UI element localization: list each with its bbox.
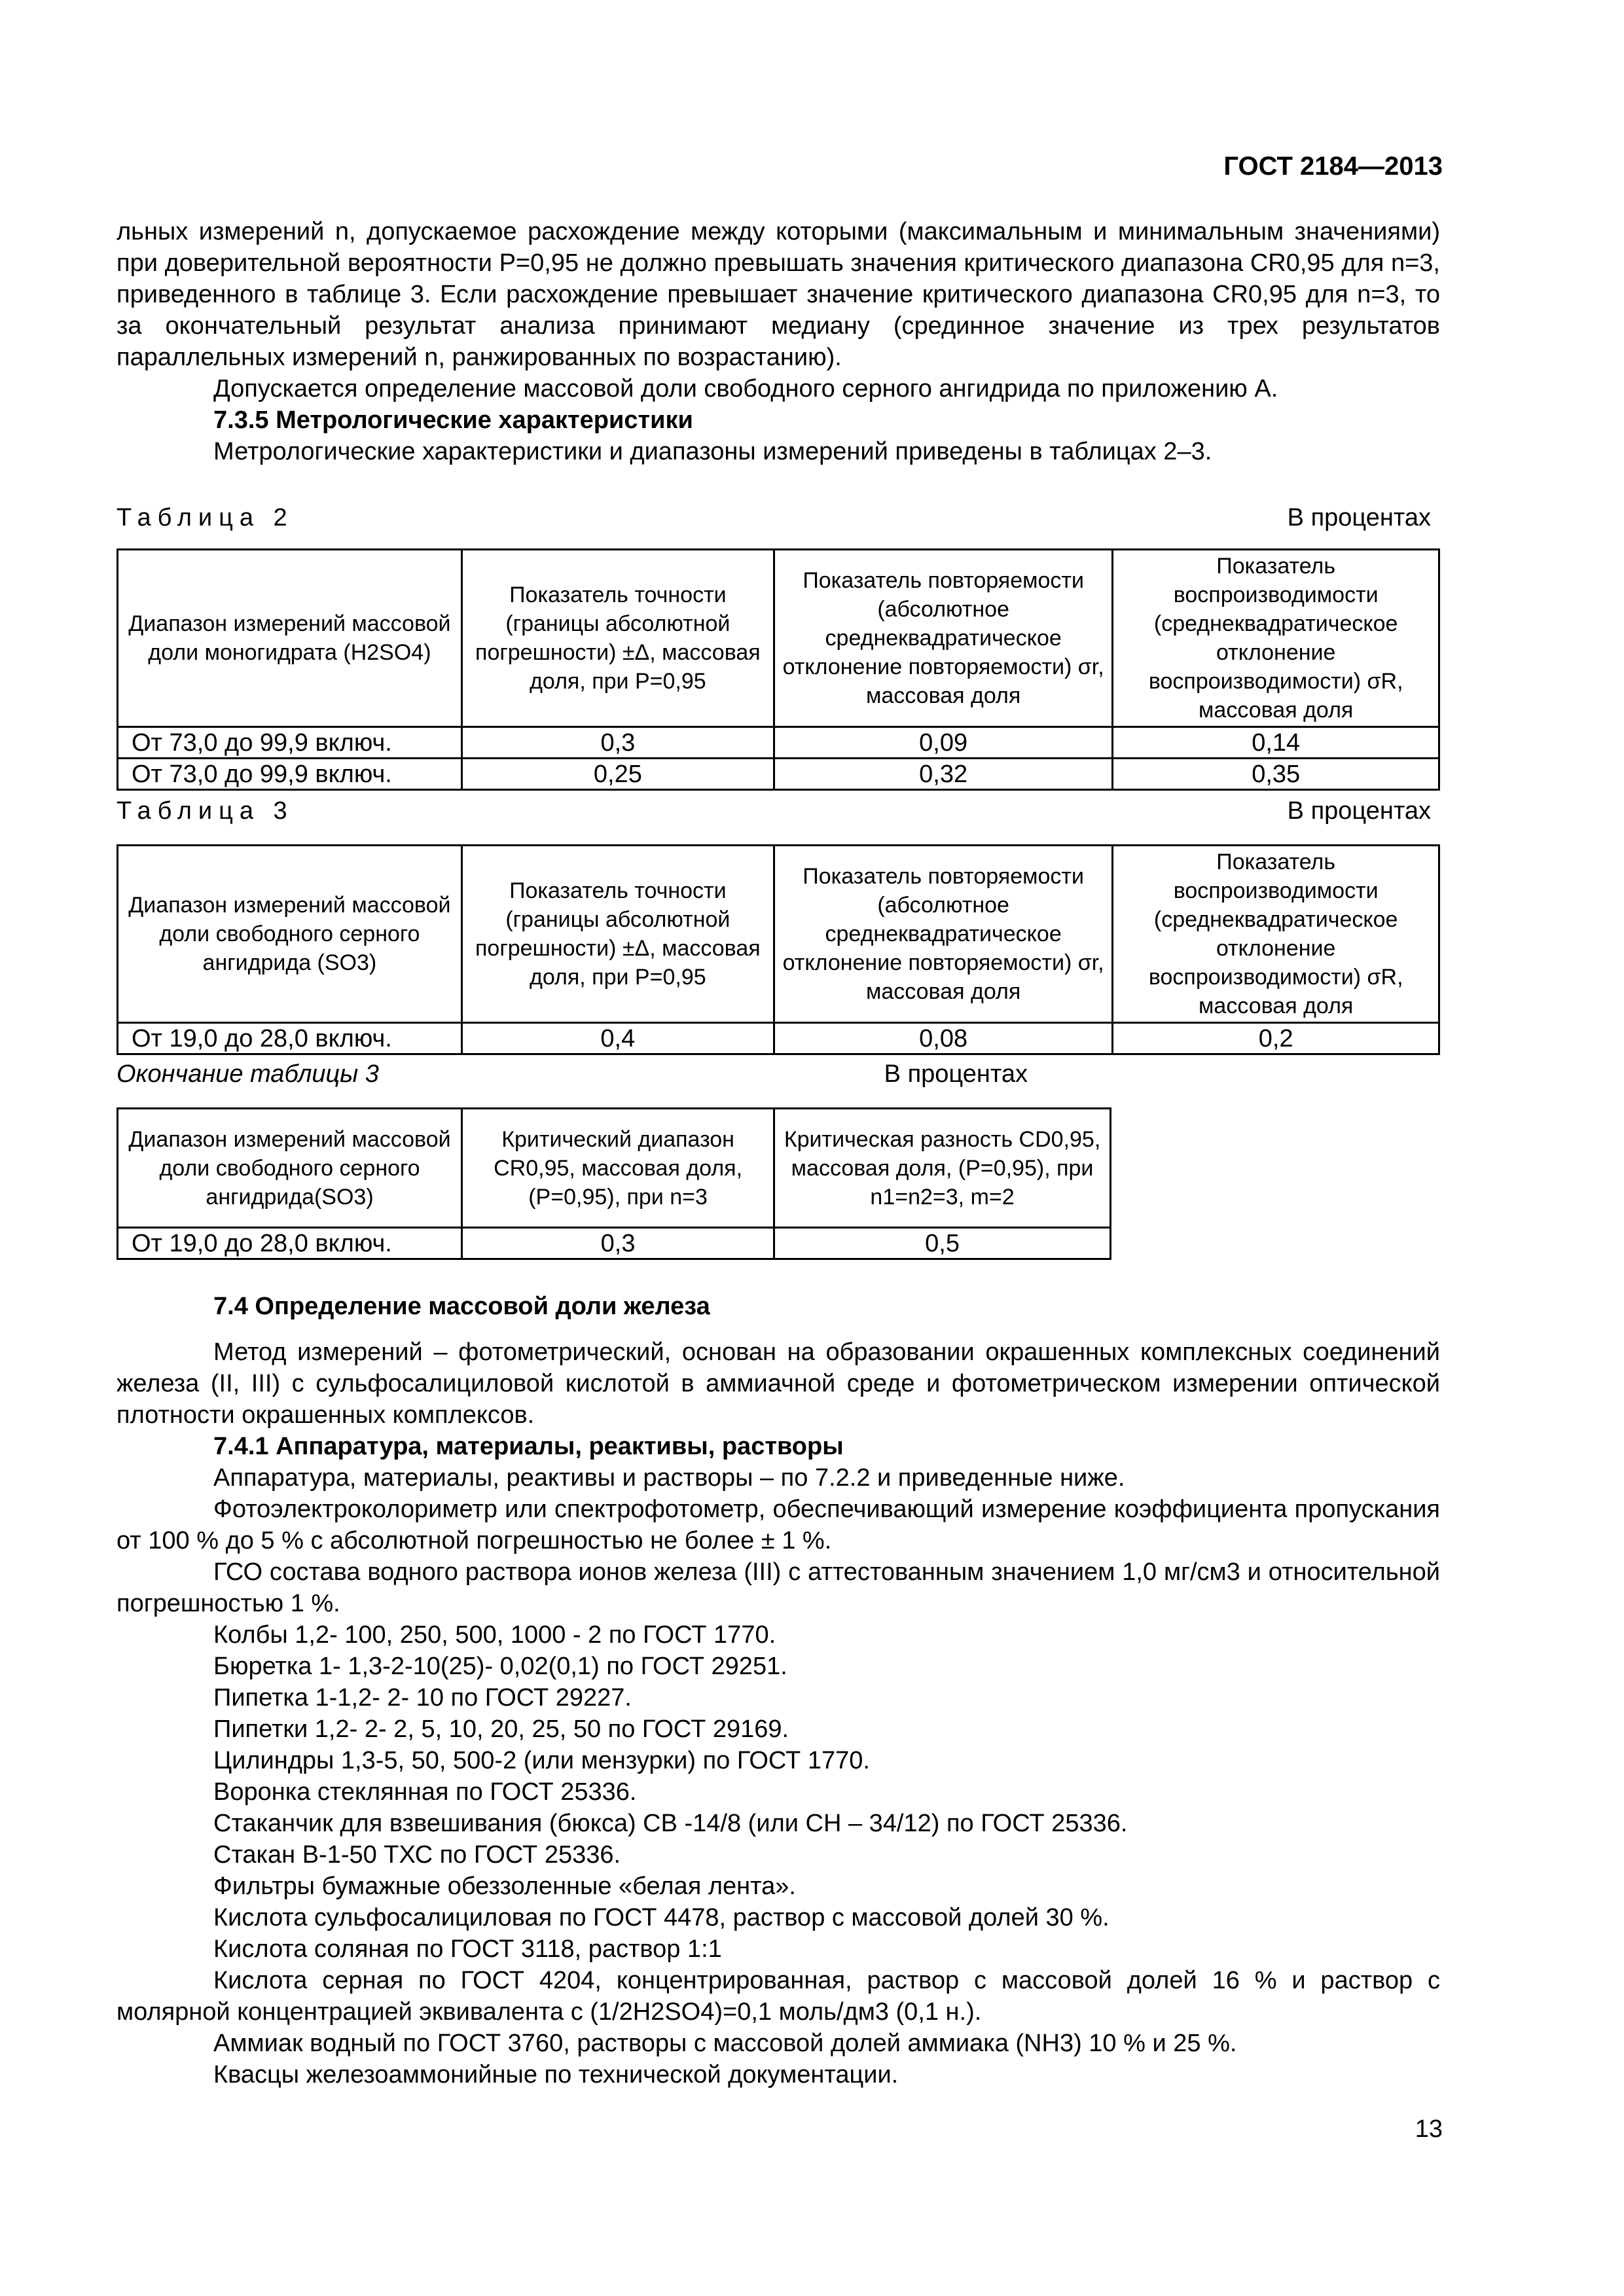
table3-end-header-cell: Критический диапазон CR0,95, массовая доля, (P=0,95), при n=3 <box>462 1109 774 1228</box>
table3-header-cell: Показатель точности (границы абсолютной погрешности) ±Δ, массовая доля, при P=0,95 <box>461 846 774 1023</box>
table3-caption-row <box>117 797 1431 825</box>
table2-caption: Таблица 2 <box>117 504 294 531</box>
table2-header-cell: Диапазон измерений массовой доли моногидрата (H2SO4) <box>118 550 462 727</box>
table2-header-row <box>118 550 1439 727</box>
list-item: Аммиак водный по ГОСТ 3760, растворы с массовой долей аммиака (NH3) 10 % и 25 %. <box>213 2030 1237 2057</box>
table-cell: 0,3 <box>461 727 774 759</box>
table2-header-cell: Показатель повторяемости (абсолютное среднеквадратическое отклонение повторяемости) σr, массовая доля <box>774 550 1112 727</box>
list-item: Квасцы железоаммонийные по технической документации. <box>213 2061 899 2089</box>
list-item: Пипетки 1,2- 2- 2, 5, 10, 20, 25, 50 по ГОСТ 29169. <box>213 1715 789 1743</box>
intro-section <box>117 216 1440 467</box>
table2-header-cell: Показатель воспроизводимости (среднеквадратическое отклонение воспроизводимости) σR, массовая доля <box>1113 550 1439 727</box>
method-paragraph: Метод измерений – фотометрический, основан на образовании окрашенных комплексных соединений железа (II, III) с сульфосалициловой кислотой в аммиачной среде и фотометрическом измерении оптической плотности окрашенных комплексов. <box>117 1338 1440 1429</box>
page-number: 13 <box>1415 2115 1443 2143</box>
table3-header-cell: Показатель воспроизводимости (среднеквадратическое отклонение воспроизводимости) σR, массовая доля <box>1113 846 1439 1023</box>
list-item: Кислота сульфосалициловая по ГОСТ 4478, раствор с массовой долей 30 %. <box>213 1904 1110 1931</box>
table3-caption: Таблица 3 <box>117 797 294 825</box>
list-item: Кислота соляная по ГОСТ 3118, раствор 1:1 <box>213 1935 722 1963</box>
table3-header-cell: Диапазон измерений массовой доли свободного серного ангидрида (SO3) <box>118 846 462 1023</box>
table-cell: От 73,0 до 99,9 включ. <box>118 759 462 790</box>
list-item: Цилиндры 1,3-5, 50, 500-2 (или мензурки) по ГОСТ 1770. <box>213 1747 870 1774</box>
table3 <box>117 844 1440 1055</box>
list-item: Фильтры бумажные обеззоленные «белая лента». <box>213 1873 796 1900</box>
table3-end-caption-row <box>117 1060 1059 1088</box>
section-7-4 <box>117 1291 1440 2090</box>
section-7-4-heading: 7.4 Определение массовой доли железа <box>213 1293 710 1320</box>
table-cell: От 19,0 до 28,0 включ. <box>118 1228 462 1259</box>
table-cell: 0,3 <box>462 1228 774 1259</box>
list-item: Стакан В-1-50 ТХС по ГОСТ 25336. <box>213 1841 621 1869</box>
table-cell: 0,32 <box>774 759 1112 790</box>
table-row <box>118 1023 1439 1054</box>
table-cell: 0,2 <box>1113 1023 1439 1054</box>
table-cell: 0,4 <box>461 1023 774 1054</box>
table-row <box>118 727 1439 759</box>
list-item: Воронка стеклянная по ГОСТ 25336. <box>213 1778 637 1806</box>
table2-header-cell: Показатель точности (границы абсолютной погрешности) ±Δ, массовая доля, при P=0,95 <box>461 550 774 727</box>
list-item: Стаканчик для взвешивания (бюкса) СВ -14/8 (или СН – 34/12) по ГОСТ 25336. <box>213 1810 1128 1837</box>
table3-end-header-cell: Критическая разность CD0,95, массовая доля, (P=0,95), при n1=n2=3, m=2 <box>774 1109 1111 1228</box>
list-item: ГСО состава водного раствора ионов железа (III) с аттестованным значением 1,0 мг/см3 и относительной погрешностью 1 %. <box>117 1558 1440 1617</box>
table3-header-row <box>118 846 1439 1023</box>
list-item: Колбы 1,2- 100, 250, 500, 1000 - 2 по ГОСТ 1770. <box>213 1621 776 1649</box>
list-item: Аппаратура, материалы, реактивы и растворы – по 7.2.2 и приведенные ниже. <box>213 1464 1125 1492</box>
table-cell: 0,09 <box>774 727 1112 759</box>
table-cell: От 19,0 до 28,0 включ. <box>118 1023 462 1054</box>
table3-header-cell: Показатель повторяемости (абсолютное среднеквадратическое отклонение повторяемости) σr, массовая доля <box>774 846 1112 1023</box>
table-cell: 0,25 <box>461 759 774 790</box>
table-row <box>118 759 1439 790</box>
intro-paragraph-1: льных измерений n, допускаемое расхождение между которыми (максимальным и минимальным значениями) при доверительной вероятности P=0,95 не должно превышать значения критического диапазона CR0,95 для n=3, приведенного в таблице 3. Если расхождение превышает значение критического диапазона CR0,95 для n=3, то за окончательный результат анализа принимают медиану (срединное значение из трех результатов параллельных измерений n, ранжированных по возрастанию). <box>117 218 1440 371</box>
table3-end <box>117 1107 1111 1260</box>
table2-caption-row <box>117 504 1431 532</box>
table3-end-header-cell: Диапазон измерений массовой доли свободного серного ангидрида(SO3) <box>118 1109 462 1228</box>
table-row <box>118 1228 1111 1259</box>
section-7-4-1-heading: 7.4.1 Аппаратура, материалы, реактивы, растворы <box>213 1433 844 1460</box>
list-item: Фотоэлектроколориметр или спектрофотометр, обеспечивающий измерение коэффициента пропускания от 100 % до 5 % с абсолютной погрешностью не более ± 1 %. <box>117 1496 1440 1554</box>
list-item: Пипетка 1-1,2- 2- 10 по ГОСТ 29227. <box>213 1684 632 1712</box>
table3-end-header-row <box>118 1109 1111 1228</box>
table3-end-unit: В процентах <box>884 1060 1028 1088</box>
intro-paragraph-3: Метрологические характеристики и диапазоны измерений приведены в таблицах 2–3. <box>213 438 1212 465</box>
section-7-3-5-heading: 7.3.5 Метрологические характеристики <box>213 406 693 434</box>
list-item: Кислота серная по ГОСТ 4204, концентрированная, раствор с массовой долей 16 % и раствор с молярной концентрацией эквивалента с (1/2H2SO4)=0,1 моль/дм3 (0,1 н.). <box>117 1967 1440 2026</box>
table-cell: 0,14 <box>1113 727 1439 759</box>
table3-end-caption: Окончание таблицы 3 <box>117 1060 379 1088</box>
list-item: Бюретка 1- 1,3-2-10(25)- 0,02(0,1) по ГОСТ 29251. <box>213 1653 787 1680</box>
intro-paragraph-2: Допускается определение массовой доли свободного серного ангидрида по приложению А. <box>213 375 1278 403</box>
table2 <box>117 548 1440 791</box>
table-cell: 0,08 <box>774 1023 1112 1054</box>
table-cell: 0,35 <box>1113 759 1439 790</box>
table3-unit: В процентах <box>1287 797 1431 825</box>
table2-unit: В процентах <box>1287 504 1431 531</box>
standard-header: ГОСТ 2184—2013 <box>1223 152 1443 181</box>
table-cell: От 73,0 до 99,9 включ. <box>118 727 462 759</box>
table-cell: 0,5 <box>774 1228 1111 1259</box>
